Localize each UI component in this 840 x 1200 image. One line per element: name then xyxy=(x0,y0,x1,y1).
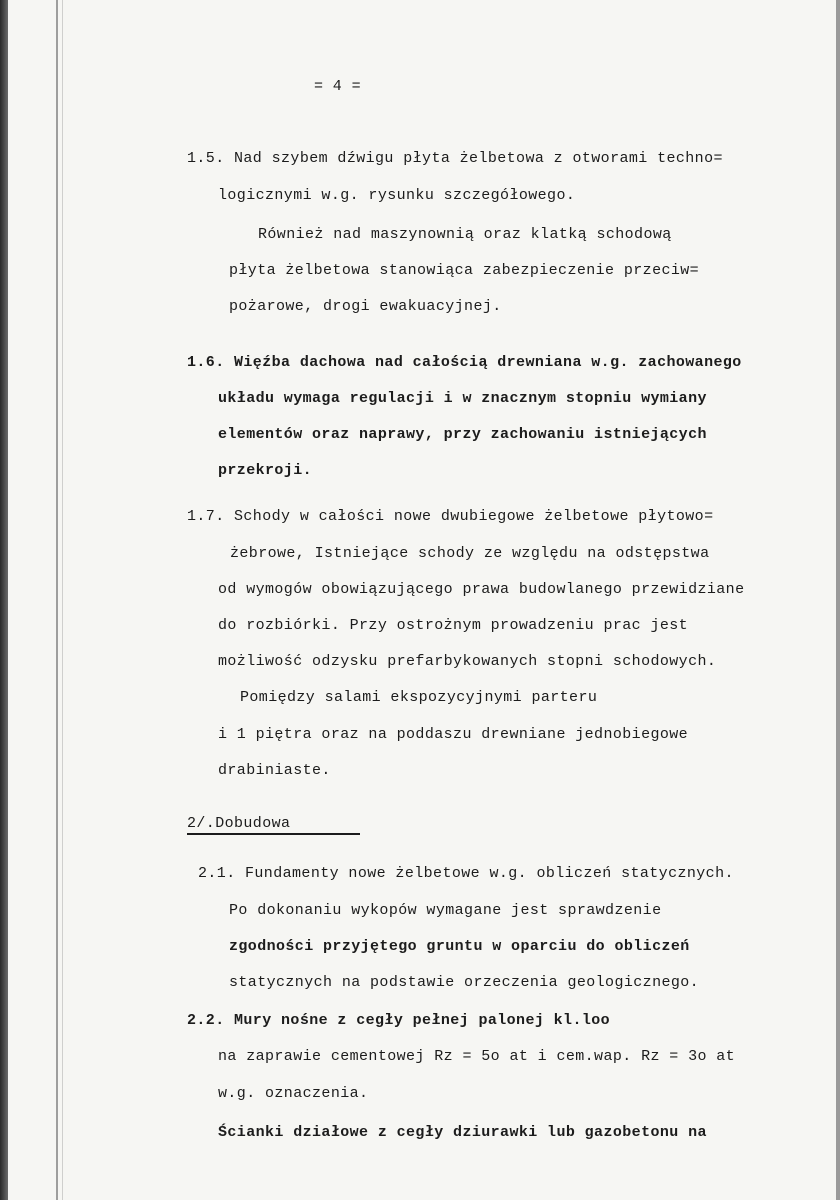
binding-fold-line xyxy=(56,0,58,1200)
item-1-7-line-5: możliwość odzysku prefarbykowanych stopni schodowych. xyxy=(218,653,717,670)
page-number: = 4 = xyxy=(314,78,362,95)
item-2-1-line-1: 2.1. Fundamenty nowe żelbetowe w.g. obliczeń statycznych. xyxy=(198,865,734,882)
item-1-5-line-4: płyta żelbetowa stanowiąca zabezpieczenie przeciw= xyxy=(229,262,700,279)
item-1-5-line-5: pożarowe, drogi ewakuacyjnej. xyxy=(229,298,502,315)
item-1-7-line-2: żebrowe, Istniejące schody ze względu na odstępstwa xyxy=(230,545,710,562)
item-2-1-line-4: statycznych na podstawie orzeczenia geologicznego. xyxy=(229,974,700,991)
item-1-7-line-8: drabiniaste. xyxy=(218,762,331,779)
item-1-7-line-1: 1.7. Schody w całości nowe dwubiegowe żelbetowe płytowo= xyxy=(187,508,714,525)
item-1-7-line-3: od wymogów obowiązującego prawa budowlanego przewidziane xyxy=(218,581,745,598)
page-right-edge xyxy=(836,0,840,1200)
item-1-6-line-3: elementów oraz naprawy, przy zachowaniu istniejących xyxy=(218,426,707,443)
item-1-7-line-7: i 1 piętra oraz na poddaszu drewniane jednobiegowe xyxy=(218,726,689,743)
item-2-1-line-2: Po dokonaniu wykopów wymagane jest sprawdzenie xyxy=(229,902,662,919)
item-1-6-line-1: 1.6. Więźba dachowa nad całością drewniana w.g. zachowanego xyxy=(187,354,742,371)
item-2-2-line-2: na zaprawie cementowej Rz = 5o at i cem.wap. Rz = 3o at xyxy=(218,1048,736,1065)
item-2-2-line-1: 2.2. Mury nośne z cegły pełnej palonej kl.loo xyxy=(187,1012,611,1029)
binding-edge xyxy=(0,0,8,1200)
item-1-7-line-6: Pomiędzy salami ekspozycyjnymi parteru xyxy=(240,689,598,706)
item-1-5-line-2: logicznymi w.g. rysunku szczegółowego. xyxy=(218,187,576,204)
item-2-2-line-4: Ścianki działowe z cegły dziurawki lub gazobetonu na xyxy=(218,1124,707,1141)
item-1-5-line-3: Również nad maszynownią oraz klatką schodową xyxy=(258,226,672,243)
item-2-2-line-3: w.g. oznaczenia. xyxy=(218,1085,369,1102)
item-2-1-line-3: zgodności przyjętego gruntu w oparciu do obliczeń xyxy=(229,938,690,955)
binding-fold-line-secondary xyxy=(62,0,63,1200)
item-1-6-line-4: przekroji. xyxy=(218,462,313,479)
item-1-6-line-2: układu wymaga regulacji i w znacznym stopniu wymiany xyxy=(218,390,707,407)
item-1-5-line-1: 1.5. Nad szybem dźwigu płyta żelbetowa z otworami techno= xyxy=(187,150,723,167)
section-2-heading: 2/.Dobudowa xyxy=(187,815,291,832)
section-2-heading-underline xyxy=(187,833,360,835)
item-1-7-line-4: do rozbiórki. Przy ostrożnym prowadzeniu prac jest xyxy=(218,617,689,634)
